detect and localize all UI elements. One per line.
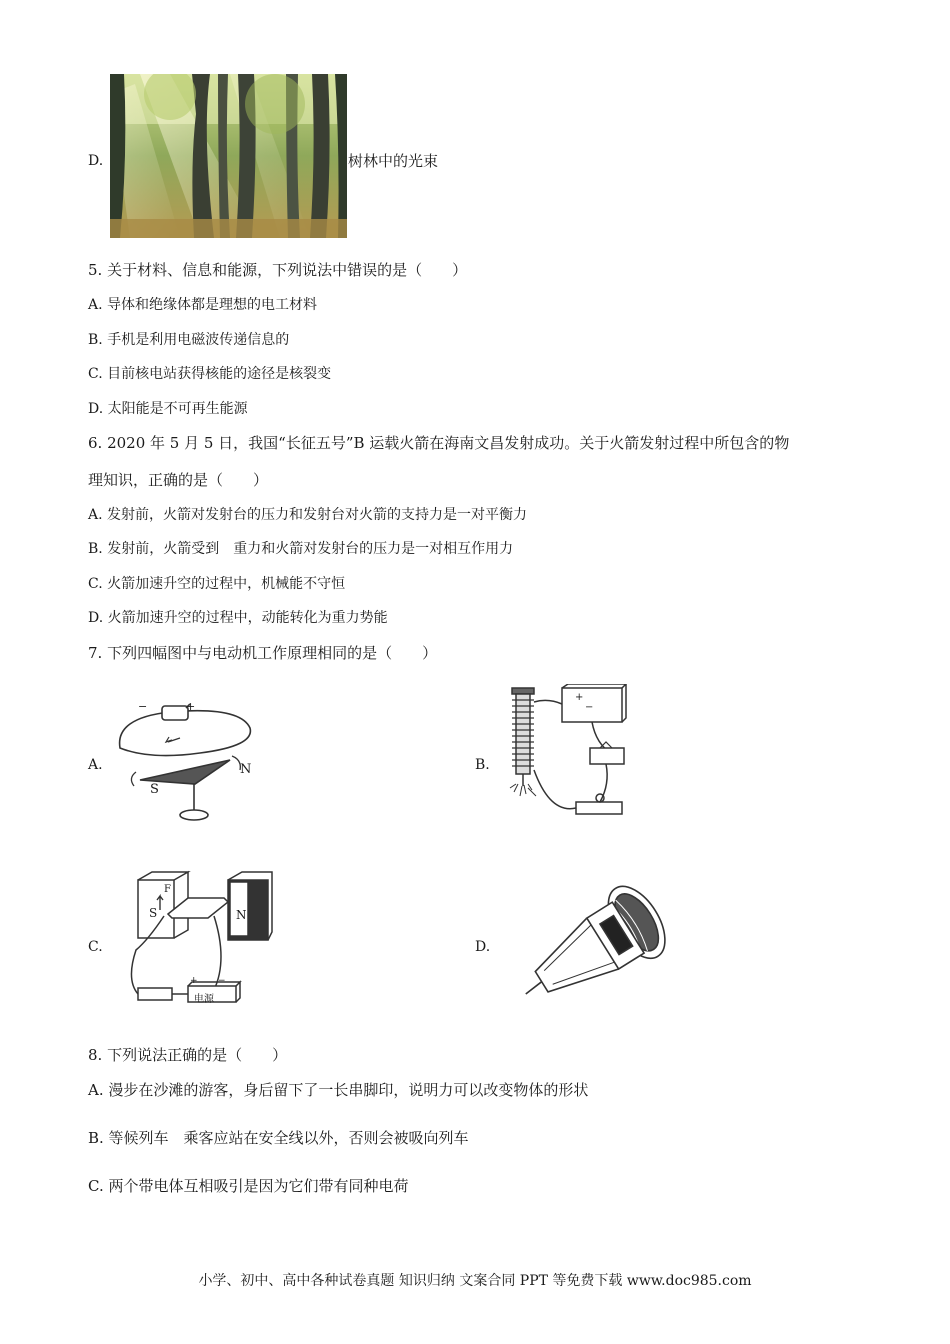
fig-a-compass-wire bbox=[110, 698, 260, 828]
q7-option-a-label: A. bbox=[88, 757, 103, 773]
fig-a-plus-label: + bbox=[186, 700, 196, 713]
q8-stem: 8. 下列说法正确的是（ ） bbox=[88, 1046, 288, 1064]
fig-a-n-label: N bbox=[240, 762, 252, 777]
q7-stem: 7. 下列四幅图中与电动机工作原理相同的是（ ） bbox=[88, 644, 438, 662]
q5-option-c: C. 目前核电站获得核能的途径是核裂变 bbox=[88, 366, 332, 382]
q6-stem-line2: 理知识，正确的是（ ） bbox=[88, 471, 269, 489]
q5-option-a: A. 导体和绝缘体都是理想的电工材料 bbox=[88, 297, 318, 313]
q4-option-d-caption: 树林中的光束 bbox=[348, 152, 439, 170]
fig-c-f-label: F bbox=[164, 884, 171, 895]
q7-option-c-label: C. bbox=[88, 939, 103, 955]
fig-d-microphone bbox=[508, 874, 678, 1010]
fig-c-s-label: S bbox=[149, 906, 158, 920]
fig-b-minus-label: − bbox=[585, 702, 594, 713]
q5-option-d: D. 太阳能是不可再生能源 bbox=[88, 401, 248, 417]
q7-option-b-label: B. bbox=[475, 757, 490, 773]
fig-b-electromagnet bbox=[500, 684, 630, 824]
q6-stem-line1: 6. 2020 年 5 月 5 日，我国“长征五号”B 运载火箭在海南文昌发射成功。关于火箭发射过程中所包含的物 bbox=[88, 434, 790, 452]
forest-light-image bbox=[110, 74, 347, 238]
page-footer: 小学、初中、高中各种试卷真题 知识归纳 文案合同 PPT 等免费下载 www.doc985.com bbox=[198, 1273, 752, 1289]
fig-c-motor-principle bbox=[118, 870, 278, 1010]
q5-option-b: B. 手机是利用电磁波传递信息的 bbox=[88, 332, 290, 348]
q6-option-a: A. 发射前，火箭对发射台的压力和发射台对火箭的支持力是一对平衡力 bbox=[88, 507, 528, 523]
q8-option-c: C. 两个带电体互相吸引是因为它们带有同种电荷 bbox=[88, 1177, 409, 1195]
q6-option-b: B. 发射前，火箭受到 重力和火箭对发射台的压力是一对相互作用力 bbox=[88, 541, 514, 557]
q8-option-b: B. 等候列车 乘客应站在安全线以外，否则会被吸向列车 bbox=[88, 1129, 469, 1147]
q6-option-d: D. 火箭加速升空的过程中，动能转化为重力势能 bbox=[88, 610, 388, 626]
q8-option-a: A. 漫步在沙滩的游客，身后留下了一长串脚印，说明力可以改变物体的形状 bbox=[88, 1081, 589, 1099]
fig-c-n-label: N bbox=[236, 908, 247, 922]
fig-a-minus-label: − bbox=[138, 700, 148, 713]
fig-c-minus-label: − bbox=[218, 976, 226, 986]
fig-c-plus-label: + bbox=[190, 976, 198, 986]
fig-a-s-label: S bbox=[150, 782, 159, 797]
fig-c-power-label: 电源 bbox=[194, 994, 214, 1005]
q4-option-d-label: D. bbox=[88, 153, 104, 169]
q6-option-c: C. 火箭加速升空的过程中，机械能不守恒 bbox=[88, 576, 346, 592]
q7-option-d-label: D. bbox=[475, 939, 491, 955]
q5-stem: 5. 关于材料、信息和能源，下列说法中错误的是（ ） bbox=[88, 261, 468, 279]
fig-b-plus-label: + bbox=[575, 692, 584, 703]
